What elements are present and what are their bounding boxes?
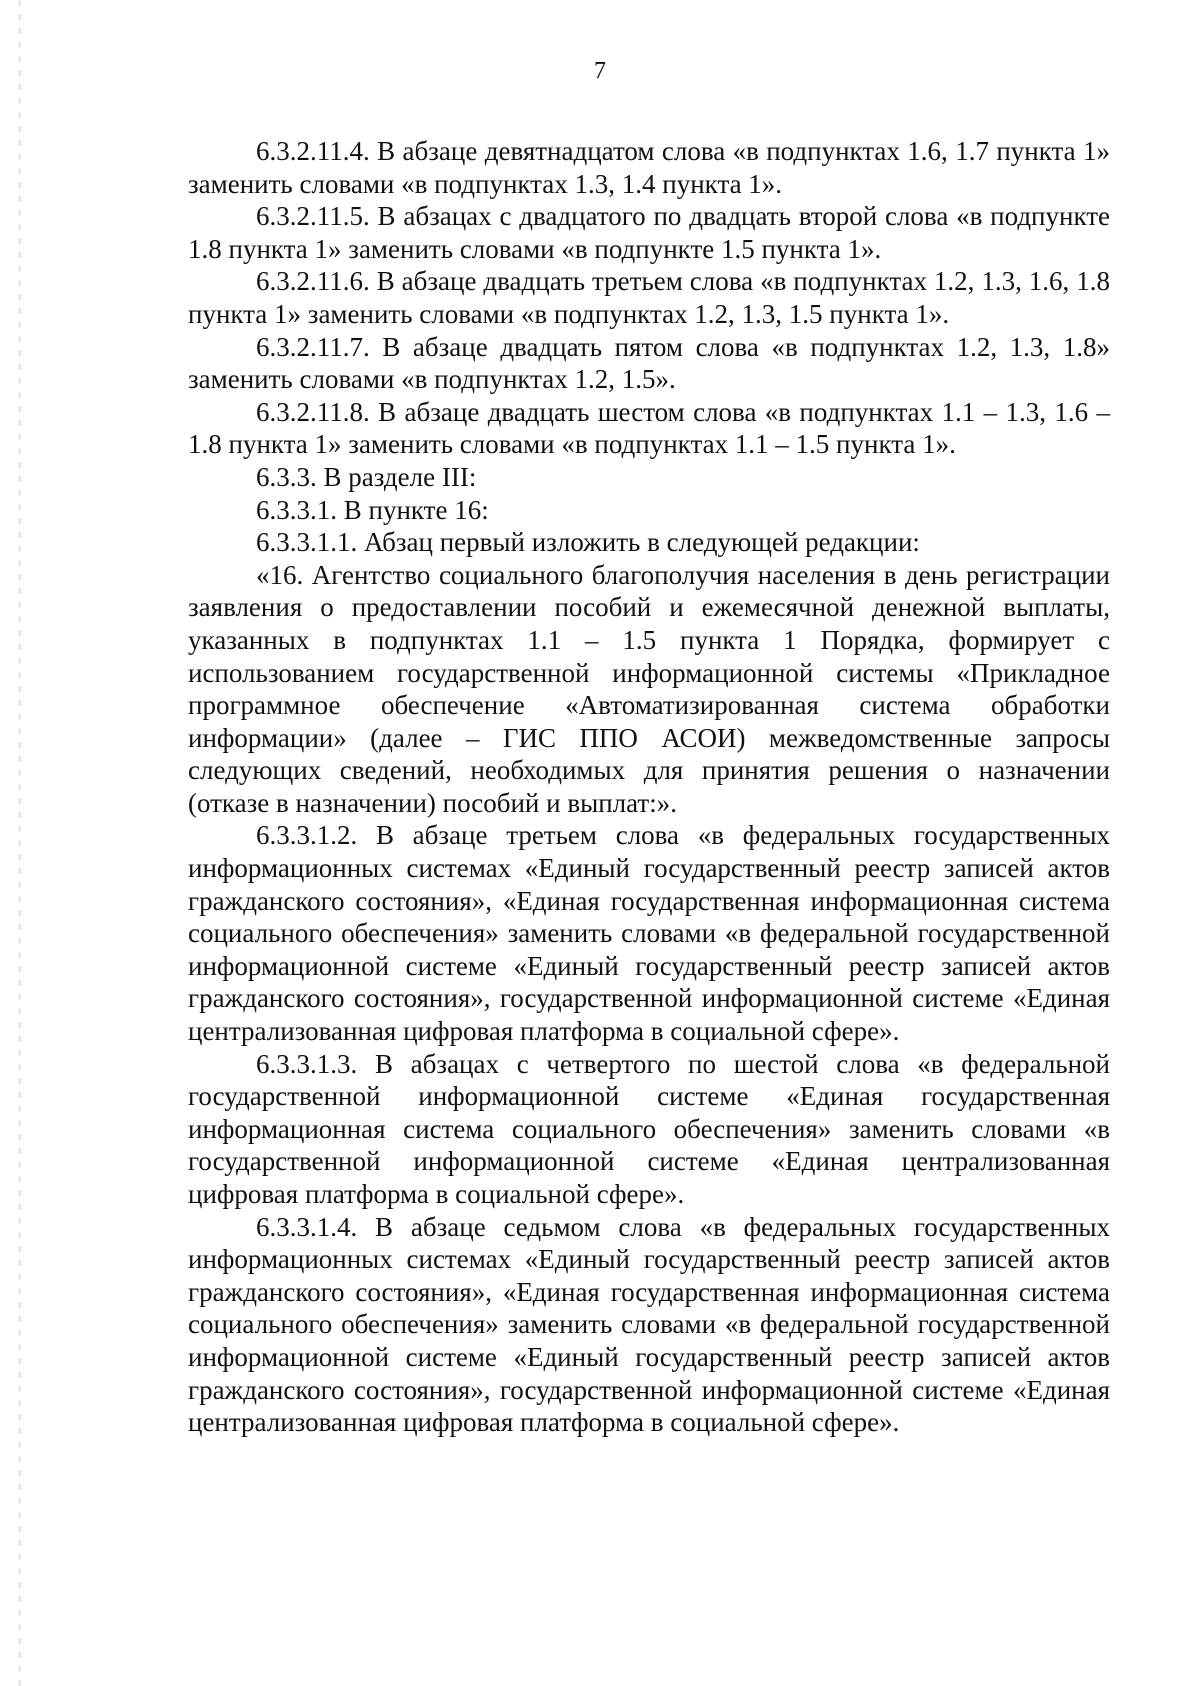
paragraph-6-3-3-1-4: 6.3.3.1.4. В абзаце седьмом слова «в федеральных государственных информационных системах «Единый государственный реестр записей актов гражданского состояния», «Единая государственная информационная система социального обеспечения» заменить словами «в федеральной государственной информационной системе «Единый государственный реестр записей актов гражданского состояния», государственной информационной системе «Единая централизованная цифровая платформа в социальной сфере».	[188, 1211, 1110, 1438]
paragraph-6-3-3-1-3: 6.3.3.1.3. В абзацах с четвертого по шестой слова «в федеральной государственной информационной системе «Единая государственная информационная система социального обеспечения» заменить словами «в государственной информационной системе «Единая централизованная цифровая платформа в социальной сфере».	[188, 1048, 1110, 1209]
paragraph-6-3-2-11-7: 6.3.2.11.7. В абзаце двадцать пятом слова «в подпунктах 1.2, 1.3, 1.8» заменить словами «в подпунктах 1.2, 1.5».	[188, 331, 1110, 395]
paragraph-6-3-3-1: 6.3.3.1. В пункте 16:	[256, 494, 489, 525]
paragraph-6-3-3-1-1: 6.3.3.1.1. Абзац первый изложить в следующей редакции:	[256, 527, 920, 558]
page-number: 7	[594, 58, 606, 84]
document-body	[188, 135, 1110, 1439]
paragraph-6-3-2-11-5: 6.3.2.11.5. В абзацах с двадцатого по двадцать второй слова «в подпункте 1.8 пункта 1» заменить словами «в подпункте 1.5 пункта 1».	[188, 201, 1110, 264]
paragraph-6-3-3: 6.3.3. В разделе III:	[256, 461, 477, 492]
paragraph-6-3-2-11-6: 6.3.2.11.6. В абзаце двадцать третьем слова «в подпунктах 1.2, 1.3, 1.6, 1.8 пункта 1» заменить словами «в подпунктах 1.2, 1.3, 1.5 пункта 1».	[188, 266, 1110, 329]
paragraph-6-3-2-11-4: 6.3.2.11.4. В абзаце девятнадцатом слова «в подпунктах 1.6, 1.7 пункта 1» заменить словами «в подпунктах 1.3, 1.4 пункта 1».	[188, 136, 1110, 199]
paragraph-6-3-2-11-8: 6.3.2.11.8. В абзаце двадцать шестом слова «в подпунктах 1.1 – 1.3, 1.6 – 1.8 пункта 1» заменить словами «в подпунктах 1.1 – 1.5 пункта 1».	[188, 396, 1110, 460]
paragraph-quoted-item-16: «16. Агентство социального благополучия населения в день регистрации заявления о предоставлении пособий и ежемесячной денежной выплаты, указанных в подпунктах 1.1 – 1.5 пункта 1 Порядка, формирует с использованием государственной информационной системы «Прикладное программное обеспечение «Автоматизированная система обработки информации» (далее – ГИС ППО АСОИ) межведомственные запросы следующих сведений, необходимых для принятия решения о назначении (отказе в назначении) пособий и выплат:».	[188, 559, 1110, 818]
scan-edge-artifact	[18, 0, 21, 1686]
paragraph-6-3-3-1-2: 6.3.3.1.2. В абзаце третьем слова «в федеральных государственных информационных системах «Единый государственный реестр записей актов гражданского состояния», «Единая государственная информационная система социального обеспечения» заменить словами «в федеральной государственной информационной системе «Единый государственный реестр записей актов гражданского состояния», государственной информационной системе «Единая централизованная цифровая платформа в социальной сфере».	[188, 820, 1110, 1047]
